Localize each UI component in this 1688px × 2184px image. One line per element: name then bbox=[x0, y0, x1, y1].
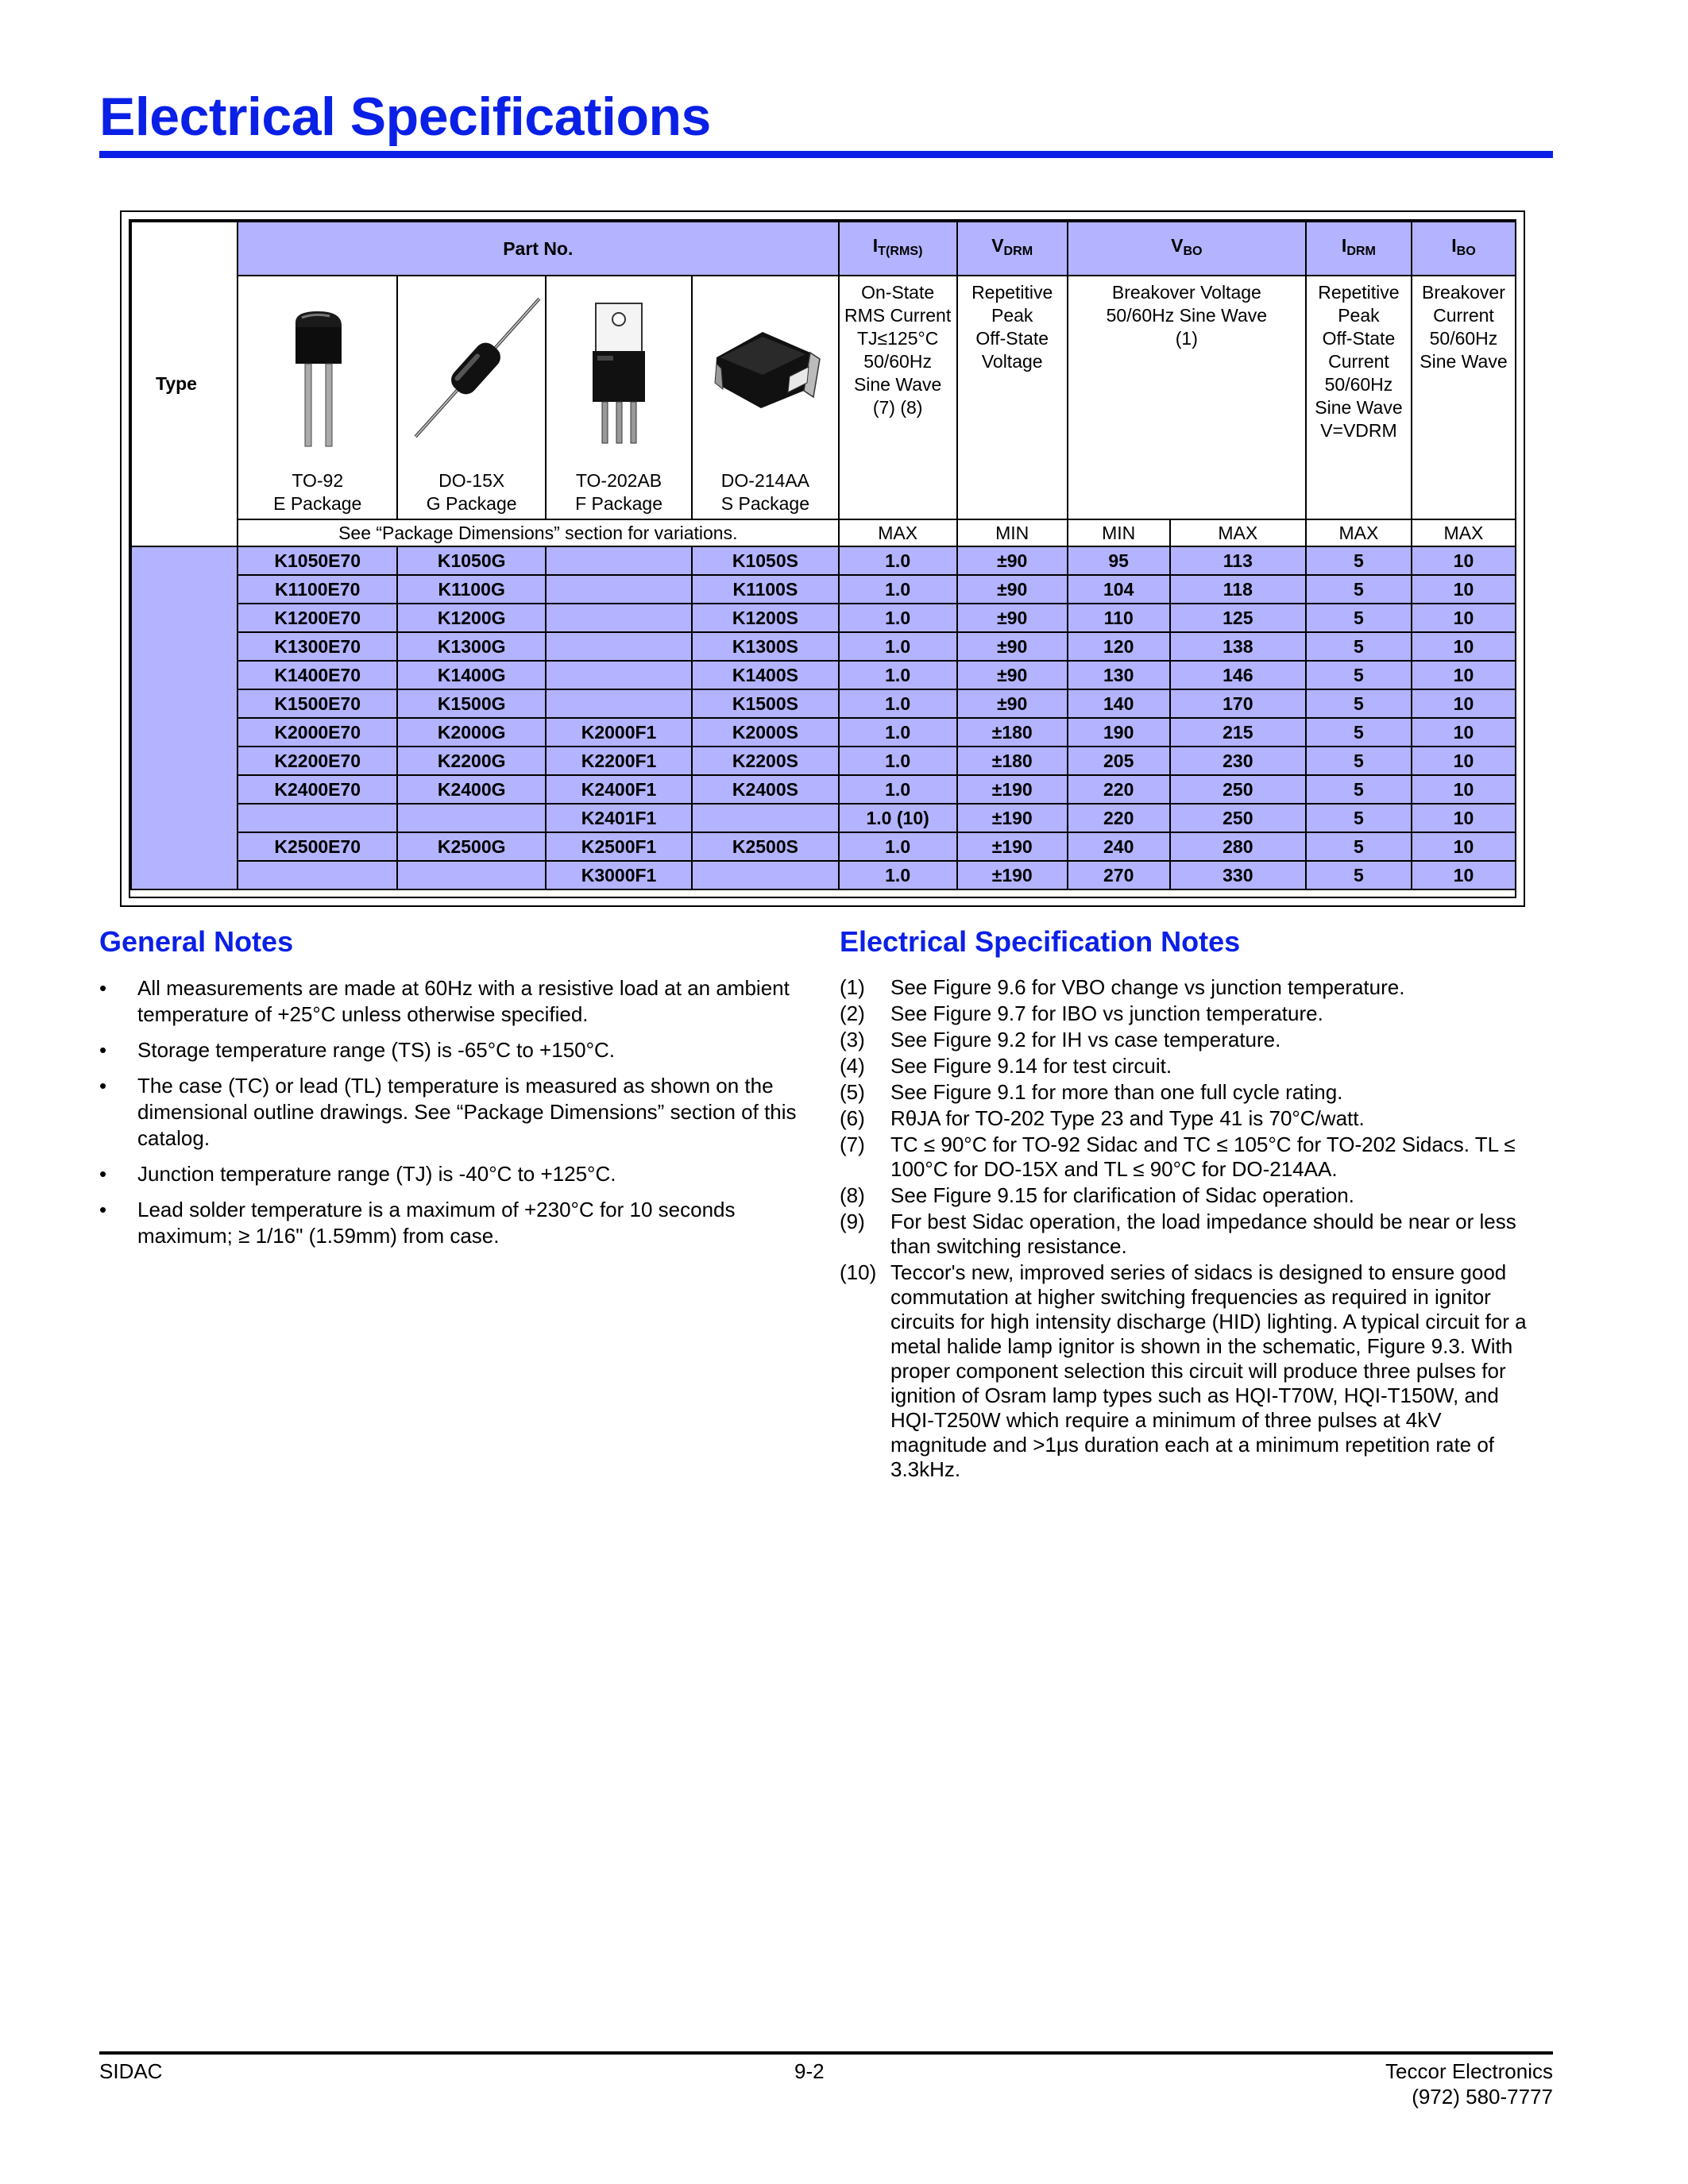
table-cell: K1050G bbox=[397, 546, 545, 575]
table-cell: K1100G bbox=[397, 575, 545, 604]
table-cell: 10 bbox=[1412, 832, 1516, 861]
table-cell: 125 bbox=[1170, 604, 1306, 632]
table-cell: K2500G bbox=[397, 832, 545, 861]
table-cell: 1.0 bbox=[839, 747, 957, 775]
limit-vbo-max: MAX bbox=[1170, 519, 1306, 546]
table-cell: K1300G bbox=[397, 632, 545, 661]
table-cell: K3000F1 bbox=[546, 861, 692, 889]
package-cell-to202ab bbox=[546, 276, 692, 519]
table-cell: K1050E70 bbox=[238, 546, 398, 575]
desc-idrm: Repetitive Peak Off-State Current 50/60Hz Sine Wave V=VDRM bbox=[1306, 276, 1412, 519]
table-row bbox=[131, 604, 1516, 632]
header-it-rms: $I_{T(RMS)}$ bbox=[839, 222, 957, 276]
desc-ibo: Breakover Current 50/60Hz Sine Wave bbox=[1412, 276, 1516, 519]
table-row bbox=[131, 832, 1516, 861]
list-item: (2) See Figure 9.7 for IBO vs junction temperature. bbox=[840, 1001, 1323, 1025]
table-cell: ±180 bbox=[957, 747, 1068, 775]
limit-ibo: MAX bbox=[1412, 519, 1516, 546]
table-cell bbox=[546, 604, 692, 632]
table-cell bbox=[397, 804, 545, 832]
table-cell: K2200F1 bbox=[546, 747, 692, 775]
table-cell: ±180 bbox=[957, 718, 1068, 747]
table-cell bbox=[546, 661, 692, 689]
list-item: • Lead solder temperature is a maximum of +230°C for 10 seconds maximum; ≥ 1/16" (1.59mm) from case. bbox=[99, 1198, 736, 1248]
table-cell: 5 bbox=[1306, 861, 1412, 889]
table-row bbox=[131, 747, 1516, 775]
to92-package-icon bbox=[238, 281, 397, 464]
table-row bbox=[131, 804, 1516, 832]
table-cell: K1500G bbox=[397, 689, 545, 718]
table-cell: 215 bbox=[1170, 718, 1306, 747]
table-cell: K2400G bbox=[397, 775, 545, 804]
table-cell: K2400F1 bbox=[546, 775, 692, 804]
table-cell: 5 bbox=[1306, 661, 1412, 689]
spec-notes-heading: Electrical Specification Notes bbox=[840, 925, 1241, 958]
table-cell: K2401F1 bbox=[546, 804, 692, 832]
table-cell: ±190 bbox=[957, 832, 1068, 861]
table-cell: K1100E70 bbox=[238, 575, 398, 604]
table-cell: 5 bbox=[1306, 575, 1412, 604]
table-cell: 104 bbox=[1068, 575, 1170, 604]
table-cell: K2400E70 bbox=[238, 775, 398, 804]
table-cell: 190 bbox=[1068, 718, 1170, 747]
table-cell: 1.0 bbox=[839, 718, 957, 747]
list-item: (7) TC ≤ 90°C for TO-92 Sidac and TC ≤ 105°C for TO-202 Sidacs. TL ≤ 100°C for DO-15X and TL ≤ 90°C for DO-214AA. bbox=[840, 1133, 1516, 1181]
table-row bbox=[131, 775, 1516, 804]
package-cell-do15x bbox=[397, 276, 545, 519]
table-cell: K2200G bbox=[397, 747, 545, 775]
table-cell: 5 bbox=[1306, 546, 1412, 575]
header-vdrm: $V_{DRM}$ bbox=[957, 222, 1068, 276]
table-cell: 250 bbox=[1170, 804, 1306, 832]
table-row bbox=[131, 575, 1516, 604]
table-cell: 230 bbox=[1170, 747, 1306, 775]
table-cell: ±90 bbox=[957, 604, 1068, 632]
table-cell: 10 bbox=[1412, 575, 1516, 604]
table-cell: K2400S bbox=[692, 775, 838, 804]
table-cell: ±190 bbox=[957, 775, 1068, 804]
do214aa-package-icon bbox=[693, 281, 838, 464]
table-cell: K1500S bbox=[692, 689, 838, 718]
table-cell: 220 bbox=[1068, 775, 1170, 804]
list-item: (10) Teccor's new, improved series of sidacs is designed to ensure good commutation at higher switching frequencies as required in ignitor circuits for high intensity discharge (HID) lighting. A typical circuit for a metal halide lamp ignitor is shown in the schematic, Figure 9.3. With proper component selection this circuit will produce three pulses for ignition of Osram lamp types such as HQI-T70W, HQI-T150W, and HQI-T250W which require a minimum of three pulses at 4kV magnitude and >1μs duration each at a minimum repetition rate of 3.3kHz. bbox=[840, 1260, 1527, 1481]
header-idrm: $I_{DRM}$ bbox=[1306, 222, 1412, 276]
table-row bbox=[131, 861, 1516, 889]
table-cell: 10 bbox=[1412, 747, 1516, 775]
spec-notes-list bbox=[840, 975, 1539, 1484]
table-cell: 250 bbox=[1170, 775, 1306, 804]
table-cell: K2000F1 bbox=[546, 718, 692, 747]
table-cell: ±90 bbox=[957, 546, 1068, 575]
table-cell: 1.0 bbox=[839, 575, 957, 604]
table-cell: 10 bbox=[1412, 861, 1516, 889]
table-cell: 10 bbox=[1412, 661, 1516, 689]
table-cell: K2000E70 bbox=[238, 718, 398, 747]
general-notes-list bbox=[99, 975, 798, 1259]
table-cell: K2000G bbox=[397, 718, 545, 747]
table-cell: ±90 bbox=[957, 632, 1068, 661]
table-cell: 110 bbox=[1068, 604, 1170, 632]
limit-vdrm: MIN bbox=[957, 519, 1068, 546]
part-no-header: Part No. bbox=[238, 222, 839, 276]
table-row bbox=[131, 546, 1516, 575]
list-item: • All measurements are made at 60Hz with a resistive load at an ambient temperature of +25°C unless otherwise specified. bbox=[99, 976, 790, 1026]
spec-table bbox=[130, 221, 1516, 890]
table-cell: K1300S bbox=[692, 632, 838, 661]
package-type: G Package bbox=[426, 493, 517, 514]
table-cell bbox=[692, 861, 838, 889]
limit-it-rms: MAX bbox=[839, 519, 957, 546]
desc-it-rms: On-State RMS Current TJ≤125°C 50/60Hz Sine Wave (7) (8) bbox=[839, 276, 957, 519]
table-cell: 10 bbox=[1412, 804, 1516, 832]
header-vbo: $V_{BO}$ bbox=[1068, 222, 1306, 276]
general-notes-heading: General Notes bbox=[99, 925, 294, 958]
table-cell: 220 bbox=[1068, 804, 1170, 832]
spec-table-frame bbox=[120, 210, 1525, 907]
list-item: • The case (TC) or lead (TL) temperature is measured as shown on the dimensional outline drawings. See “Package Dimensions” section of this catalog. bbox=[99, 1074, 797, 1150]
table-cell: 280 bbox=[1170, 832, 1306, 861]
desc-vbo: Breakover Voltage 50/60Hz Sine Wave (1) bbox=[1068, 276, 1306, 519]
table-cell: 146 bbox=[1170, 661, 1306, 689]
table-cell: K1400G bbox=[397, 661, 545, 689]
table-cell: 205 bbox=[1068, 747, 1170, 775]
table-cell: 240 bbox=[1068, 832, 1170, 861]
table-cell bbox=[692, 804, 838, 832]
table-cell: K1200E70 bbox=[238, 604, 398, 632]
table-cell bbox=[238, 861, 398, 889]
table-cell: 10 bbox=[1412, 775, 1516, 804]
list-item: • Storage temperature range (TS) is -65°C to +150°C. bbox=[99, 1038, 616, 1062]
row-side-band bbox=[131, 546, 238, 889]
package-name: TO-92 bbox=[292, 470, 344, 491]
table-cell: 1.0 bbox=[839, 546, 957, 575]
table-cell: 330 bbox=[1170, 861, 1306, 889]
table-cell: 10 bbox=[1412, 546, 1516, 575]
table-row bbox=[131, 689, 1516, 718]
table-cell bbox=[238, 804, 398, 832]
table-cell: ±90 bbox=[957, 689, 1068, 718]
type-label: Type bbox=[131, 222, 238, 546]
footer-page-number: 9-2 bbox=[794, 2059, 825, 2083]
package-name: TO-202AB bbox=[575, 470, 662, 491]
list-item: (3) See Figure 9.2 for IH vs case temperature. bbox=[840, 1028, 1281, 1051]
table-cell: 130 bbox=[1068, 661, 1170, 689]
table-cell: K2500F1 bbox=[546, 832, 692, 861]
variations-note: See “Package Dimensions” section for variations. bbox=[238, 519, 839, 546]
table-cell: 118 bbox=[1170, 575, 1306, 604]
table-cell: 5 bbox=[1306, 775, 1412, 804]
table-cell: K1400S bbox=[692, 661, 838, 689]
table-cell: 5 bbox=[1306, 718, 1412, 747]
package-cell-to92 bbox=[238, 276, 398, 519]
table-cell: 113 bbox=[1170, 546, 1306, 575]
footer-left: SIDAC bbox=[99, 2059, 163, 2083]
table-cell: K1500E70 bbox=[238, 689, 398, 718]
table-cell: K2200E70 bbox=[238, 747, 398, 775]
table-cell: K2000S bbox=[692, 718, 838, 747]
table-cell: K2500S bbox=[692, 832, 838, 861]
list-item: (4) See Figure 9.14 for test circuit. bbox=[840, 1054, 1172, 1078]
list-item: (9) For best Sidac operation, the load impedance should be near or less than switching resistance. bbox=[840, 1210, 1516, 1258]
table-cell: 1.0 bbox=[839, 775, 957, 804]
table-cell: ±90 bbox=[957, 575, 1068, 604]
table-cell: 170 bbox=[1170, 689, 1306, 718]
list-item: • Junction temperature range (TJ) is -40°C to +125°C. bbox=[99, 1162, 616, 1186]
table-cell bbox=[546, 546, 692, 575]
table-cell: 95 bbox=[1068, 546, 1170, 575]
table-cell: 10 bbox=[1412, 689, 1516, 718]
table-cell: K1100S bbox=[692, 575, 838, 604]
footer-company: Teccor Electronics bbox=[1385, 2059, 1553, 2083]
desc-vdrm: Repetitive Peak Off-State Voltage bbox=[957, 276, 1068, 519]
table-cell: 120 bbox=[1068, 632, 1170, 661]
limit-idrm: MAX bbox=[1306, 519, 1412, 546]
to202ab-package-icon bbox=[547, 281, 692, 464]
package-cell-do214aa bbox=[692, 276, 838, 519]
table-cell: K1050S bbox=[692, 546, 838, 575]
title-rule bbox=[99, 151, 1553, 158]
table-row bbox=[131, 632, 1516, 661]
table-cell: 1.0 bbox=[839, 604, 957, 632]
table-cell: 5 bbox=[1306, 689, 1412, 718]
package-type: E Package bbox=[273, 493, 362, 514]
list-item: (8) See Figure 9.15 for clarification of Sidac operation. bbox=[840, 1183, 1354, 1207]
limit-vbo-min: MIN bbox=[1068, 519, 1170, 546]
table-cell: K1200S bbox=[692, 604, 838, 632]
page-title: Electrical Specifications bbox=[99, 87, 711, 147]
list-item: (5) See Figure 9.1 for more than one full cycle rating. bbox=[840, 1080, 1343, 1104]
table-cell bbox=[546, 632, 692, 661]
table-cell: K2200S bbox=[692, 747, 838, 775]
table-cell: 10 bbox=[1412, 718, 1516, 747]
table-cell: 138 bbox=[1170, 632, 1306, 661]
table-cell: 5 bbox=[1306, 632, 1412, 661]
table-cell: 1.0 (10) bbox=[839, 804, 957, 832]
table-cell: 270 bbox=[1068, 861, 1170, 889]
table-cell: K1400E70 bbox=[238, 661, 398, 689]
table-cell bbox=[546, 575, 692, 604]
table-cell: 5 bbox=[1306, 832, 1412, 861]
table-cell: 1.0 bbox=[839, 689, 957, 718]
table-cell: 140 bbox=[1068, 689, 1170, 718]
table-cell: 5 bbox=[1306, 804, 1412, 832]
table-cell: ±190 bbox=[957, 861, 1068, 889]
table-cell: 5 bbox=[1306, 604, 1412, 632]
table-cell: K1300E70 bbox=[238, 632, 398, 661]
table-cell bbox=[397, 861, 545, 889]
package-type: F Package bbox=[575, 493, 663, 514]
footer-rule bbox=[99, 2051, 1553, 2055]
table-cell: K1200G bbox=[397, 604, 545, 632]
table-cell: K2500E70 bbox=[238, 832, 398, 861]
table-row bbox=[131, 718, 1516, 747]
table-cell: 1.0 bbox=[839, 661, 957, 689]
table-cell: 1.0 bbox=[839, 632, 957, 661]
package-name: DO-214AA bbox=[720, 470, 809, 491]
table-cell: 1.0 bbox=[839, 861, 957, 889]
table-cell: 10 bbox=[1412, 632, 1516, 661]
list-item: (6) RθJA for TO-202 Type 23 and Type 41 is 70°C/watt. bbox=[840, 1106, 1365, 1130]
header-ibo: $I_{BO}$ bbox=[1412, 222, 1516, 276]
package-name: DO-15X bbox=[438, 470, 505, 491]
table-cell: ±90 bbox=[957, 661, 1068, 689]
table-cell: 5 bbox=[1306, 747, 1412, 775]
table-cell: ±190 bbox=[957, 804, 1068, 832]
table-row bbox=[131, 661, 1516, 689]
table-cell bbox=[546, 689, 692, 718]
package-type: S Package bbox=[720, 493, 810, 514]
list-item: (1) See Figure 9.6 for VBO change vs junction temperature. bbox=[840, 975, 1405, 999]
table-cell: 10 bbox=[1412, 604, 1516, 632]
table-cell: 1.0 bbox=[839, 832, 957, 861]
footer-phone: (972) 580-7777 bbox=[1412, 2085, 1553, 2109]
do15x-package-icon bbox=[398, 281, 545, 464]
